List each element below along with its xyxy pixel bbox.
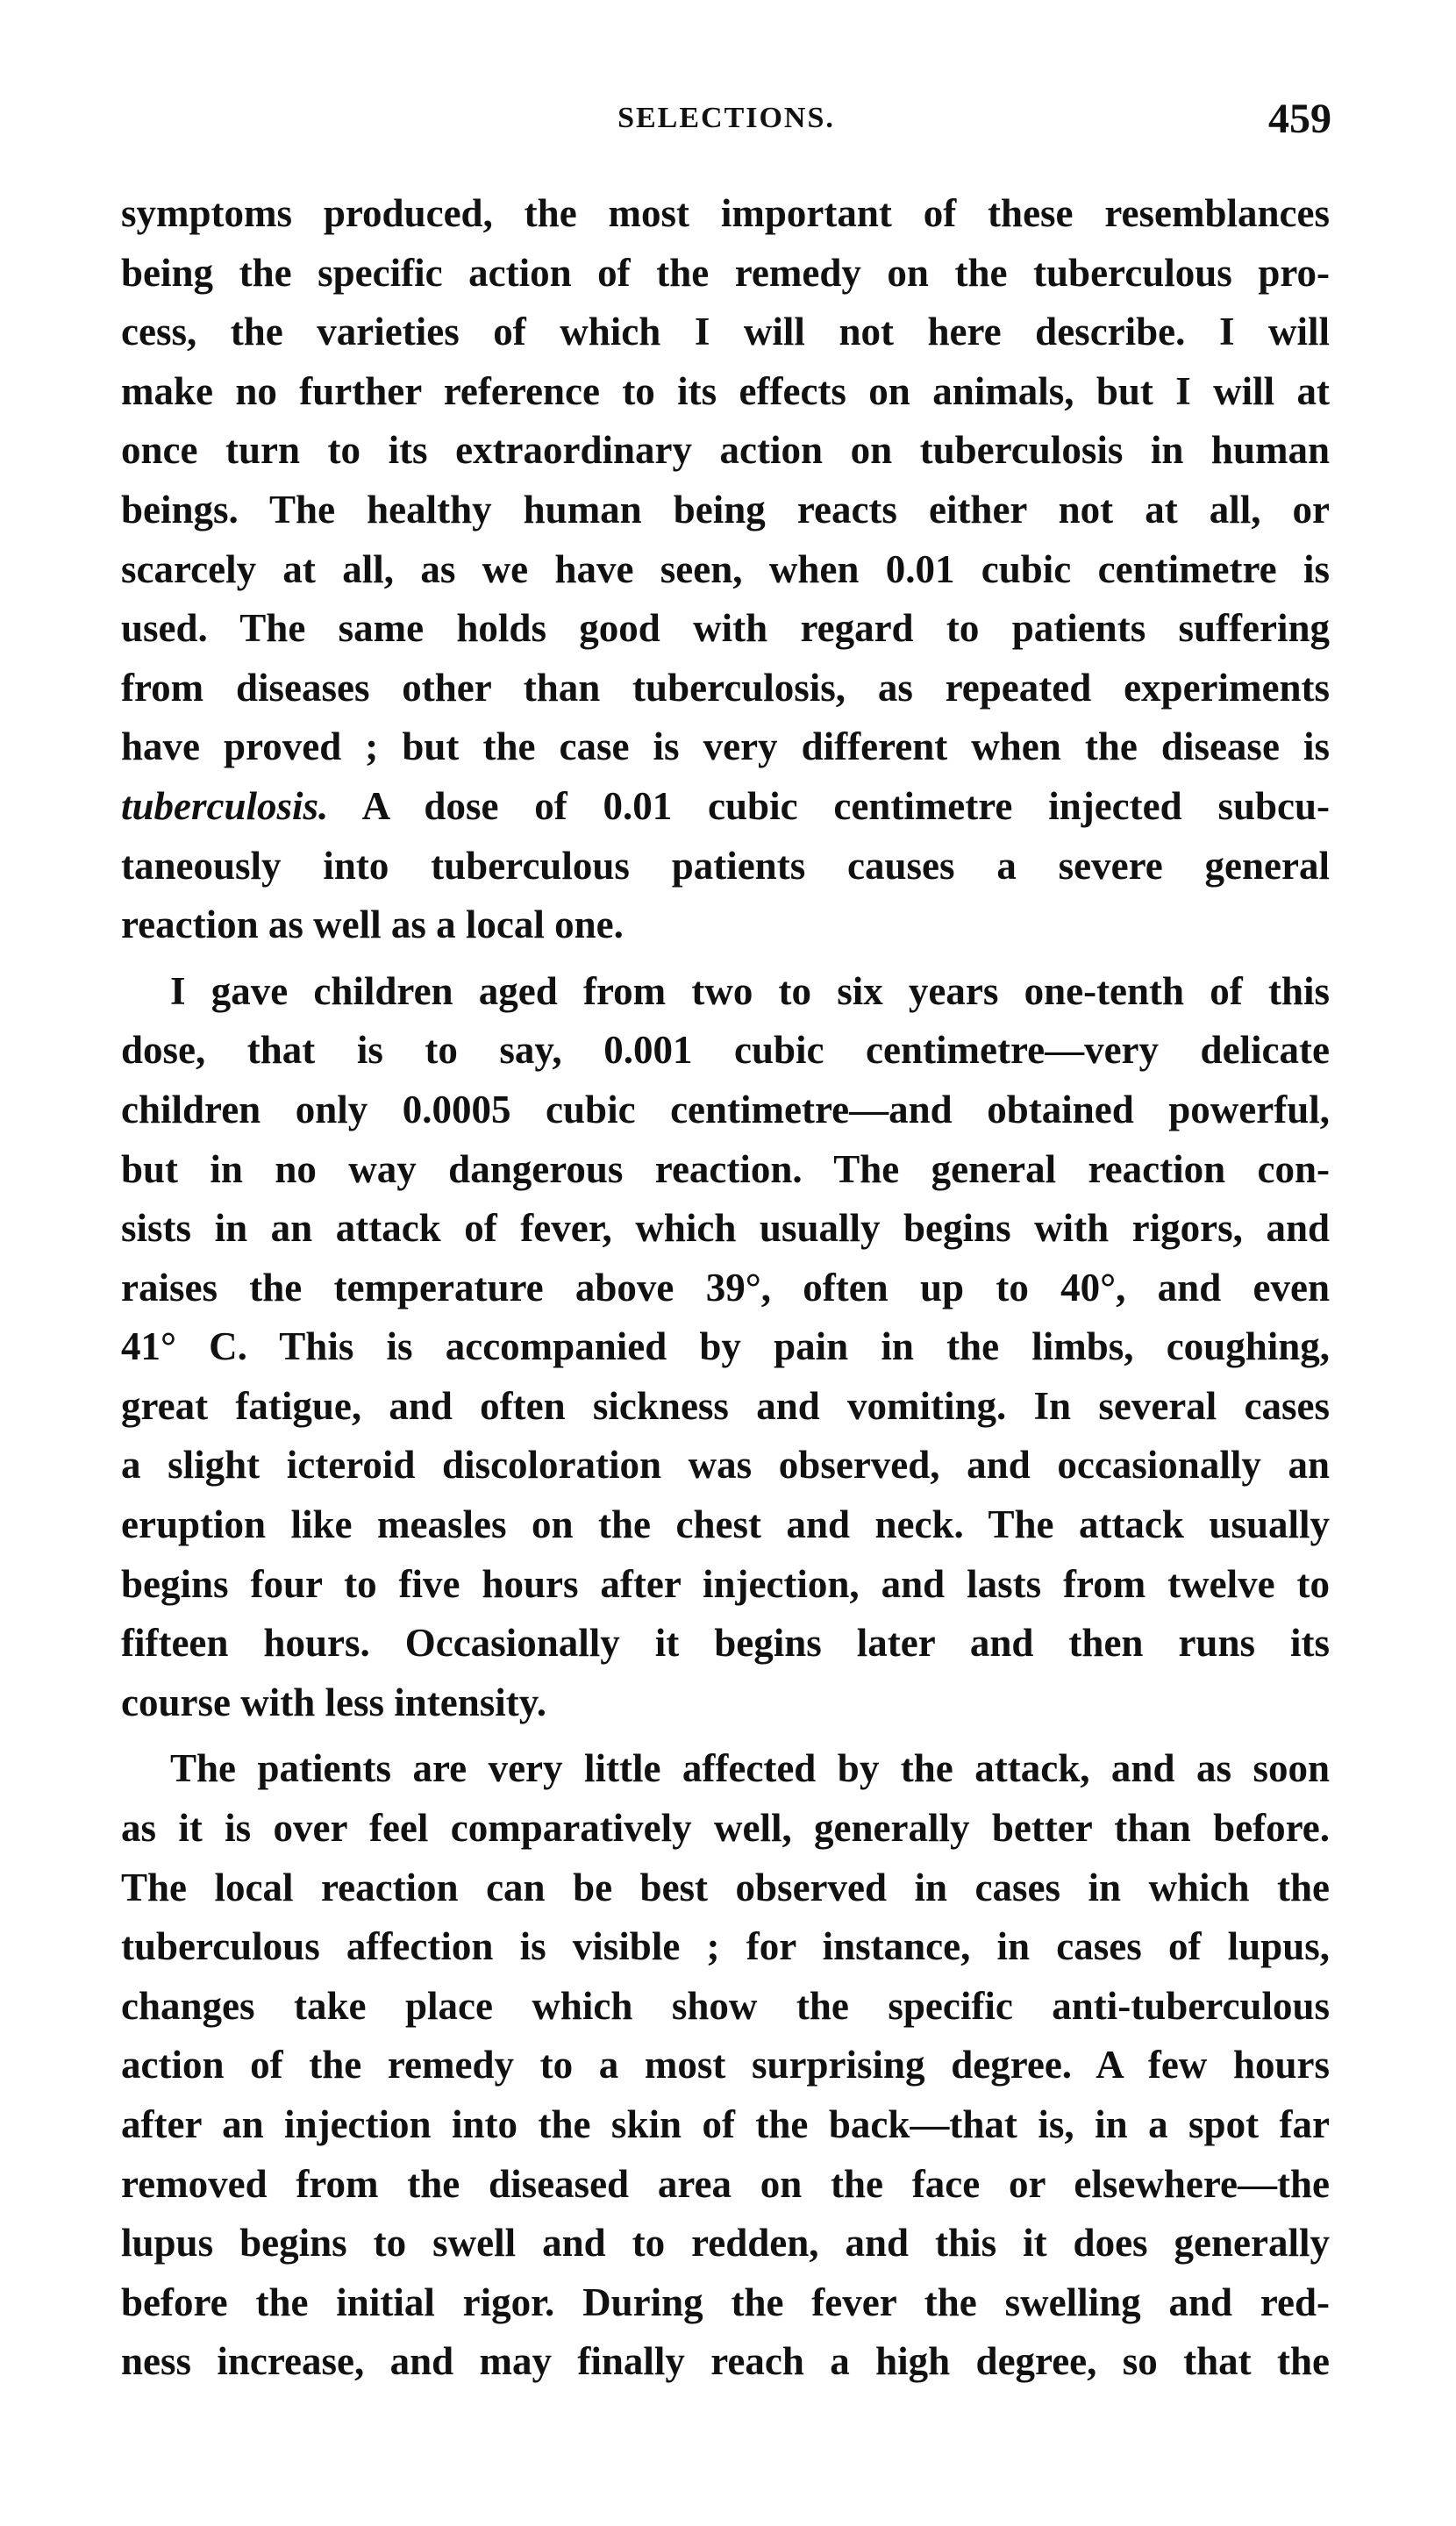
- paragraph-gap: [121, 1732, 1330, 1739]
- text-line: dose, that is to say, 0.001 cubic centimetre—very delicate: [121, 1028, 1330, 1073]
- text-line: raises the temperature above 39°, often up to 40°, and even: [121, 1265, 1330, 1309]
- text-line: reaction as well as a local one.: [121, 903, 624, 947]
- text-line: ness increase, and may finally reach a high degree, so that the: [121, 2339, 1330, 2384]
- italic-term: tuberculosis.: [121, 783, 329, 828]
- paragraph-gap: [121, 955, 1330, 962]
- text-line: but in no way dangerous reaction. The general reaction con-: [121, 1146, 1330, 1191]
- text-line: eruption like measles on the chest and neck. The attack usually: [121, 1502, 1330, 1547]
- text-line: changes take place which show the specific anti-tuberculous: [121, 1983, 1330, 2028]
- text-line: make no further reference to its effects on animals, but I will at: [121, 368, 1330, 413]
- text-line: scarcely at all, as we have seen, when 0.01 cubic centimetre is: [121, 546, 1330, 591]
- body-text: [121, 184, 1330, 2392]
- text-line: before the initial rigor. During the fever the swelling and red-: [121, 2280, 1330, 2324]
- text-line: as it is over feel comparatively well, generally better than before.: [121, 1806, 1330, 1851]
- text-line: action of the remedy to a most surprising degree. A few hours: [121, 2043, 1330, 2087]
- text-line: symptoms produced, the most important of these resemblances: [121, 191, 1330, 235]
- text-line: from diseases other than tuberculosis, as repeated experiments: [121, 665, 1330, 710]
- text-line: course with less intensity.: [121, 1680, 547, 1724]
- text-line: have proved ; but the case is very different when the disease is: [121, 724, 1330, 769]
- text-line: I gave children aged from two to six years one-tenth of this: [170, 968, 1330, 1013]
- text-line: cess, the varieties of which I will not here describe. I will: [121, 310, 1330, 354]
- text-line: taneously into tuberculous patients causes a severe general: [121, 843, 1330, 888]
- text-line: begins four to five hours after injection, and lasts from twelve to: [121, 1561, 1330, 1606]
- text-line: once turn to its extraordinary action on tuberculosis in human: [121, 428, 1330, 473]
- text-line: The local reaction can be best observed in cases in which the: [121, 1865, 1330, 1909]
- text-line: lupus begins to swell and to redden, and this it does generally: [121, 2221, 1330, 2266]
- text-line: tuberculosis. A dose of 0.01 cubic centimetre injected subcu-: [121, 783, 1330, 828]
- text-line: sists in an attack of fever, which usually begins with rigors, and: [121, 1206, 1330, 1251]
- text-line: removed from the diseased area on the face or elsewhere—the: [121, 2161, 1330, 2206]
- text-line: fifteen hours. Occasionally it begins later and then runs its: [121, 1621, 1330, 1666]
- text-line: children only 0.0005 cubic centimetre—and obtained powerful,: [121, 1087, 1330, 1131]
- text-line: tuberculous affection is visible ; for instance, in cases of lupus,: [121, 1924, 1330, 1969]
- text-line: used. The same holds good with regard to patients suffering: [121, 606, 1330, 651]
- paragraph-1: [121, 184, 1330, 955]
- text-line: 41° C. This is accompanied by pain in the limbs, coughing,: [121, 1324, 1330, 1369]
- paragraph-2: [121, 962, 1330, 1733]
- page-number: 459: [1268, 96, 1331, 142]
- text-line: a slight icteroid discoloration was observed, and occasionally an: [121, 1443, 1330, 1488]
- text-line: great fatigue, and often sickness and vomiting. In several cases: [121, 1383, 1330, 1428]
- running-title: SELECTIONS.: [617, 102, 835, 134]
- paragraph-3: [121, 1739, 1330, 2392]
- text-line: beings. The healthy human being reacts either not at all, or: [121, 487, 1330, 532]
- text-line: The patients are very little affected by the attack, and as soon: [170, 1746, 1330, 1791]
- text-line: after an injection into the skin of the back—that is, in a spot far: [121, 2102, 1330, 2146]
- running-header: [121, 95, 1331, 147]
- text-line: being the specific action of the remedy on the tuberculous pro-: [121, 250, 1330, 295]
